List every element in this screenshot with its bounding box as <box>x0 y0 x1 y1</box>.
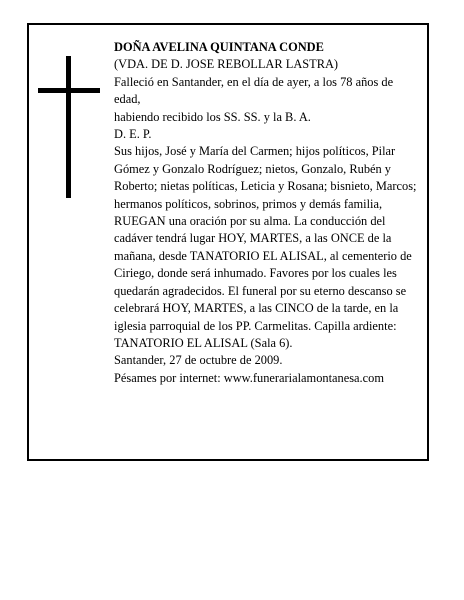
widow-of-line: (VDA. DE D. JOSE REBOLLAR LASTRA) <box>114 57 339 72</box>
cross-horizontal-bar <box>38 88 100 93</box>
family-paragraph: Sus hijos, José y María del Carmen; hijos políticos, Pilar Gómez y Gonzalo Rodríguez; nietos, Gonzalo, Rubén y Roberto; nietas políticas, Leticia y Rosana; bisnieto, Marcos; hermanos políticos, sobrinos, primos y demás familia, <box>114 144 417 211</box>
death-line: Falleció en Santander, en el día de ayer, a los 78 años de edad, <box>114 74 394 107</box>
deceased-name: DOÑA AVELINA QUINTANA CONDE <box>114 40 324 54</box>
sacraments-line: habiendo recibido los SS. SS. y la B. A. <box>114 109 311 124</box>
rip-line: D. E. P. <box>114 127 152 142</box>
request-paragraph: RUEGAN una oración por su alma. La conducción del cadáver tendrá lugar HOY, MARTES, a las ONCE de la mañana, desde TANATORIO EL ALISAL, al cementerio de Ciriego, donde será inhumado. Favores por los cuales les quedarán agradecidos. El funeral por su eterno descanso se celebrará HOY, MARTES, a las CINCO de la tarde, en la iglesia parroquial de los PP. Carmelitas. Capilla ardiente: TANATORIO EL ALISAL (Sala 6). <box>114 214 412 350</box>
cross-vertical-bar <box>66 56 71 198</box>
cross-icon <box>38 56 100 198</box>
condolences-line: Pésames por internet: www.funerarialamontanesa.com <box>114 370 384 385</box>
obituary-text <box>114 39 420 387</box>
date-line: Santander, 27 de octubre de 2009. <box>114 353 283 368</box>
